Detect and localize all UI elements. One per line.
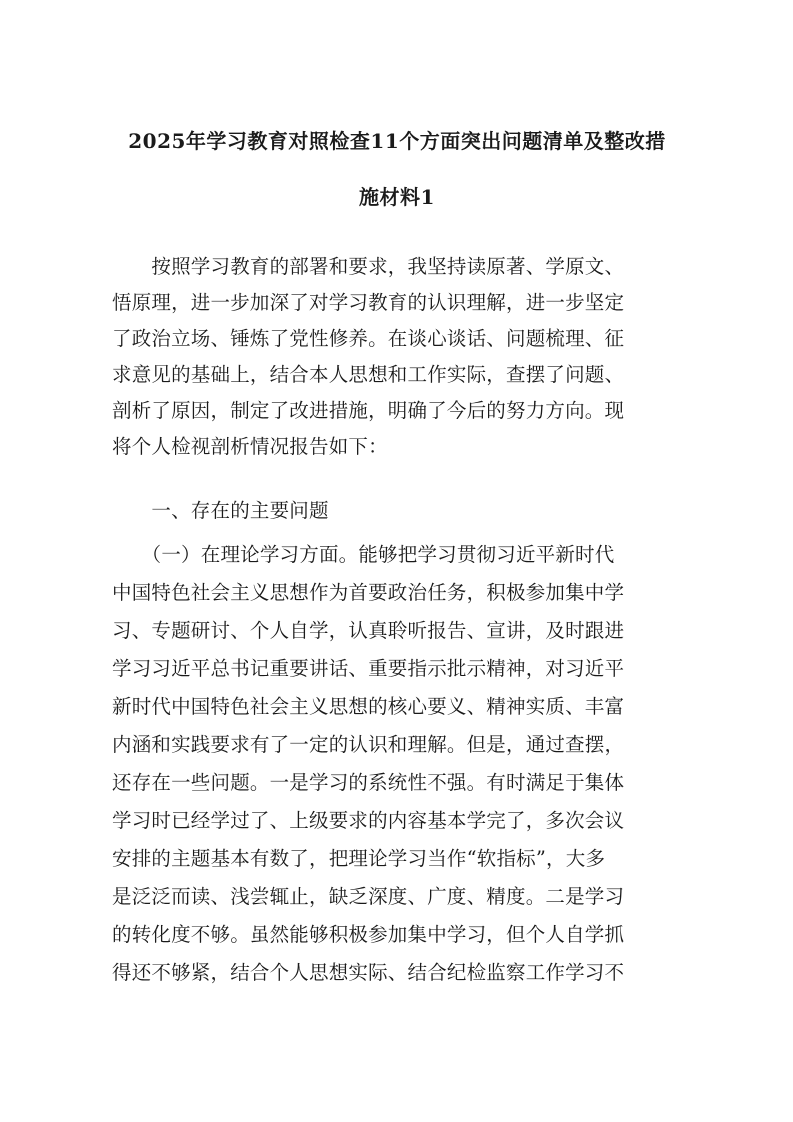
body-line: 了政治立场、锤炼了党性修养。在谈心谈话、问题梳理、征: [112, 327, 625, 350]
body-line: 是泛泛而读、浅尝辄止，缺乏深度、广度、精度。二是学习: [112, 885, 625, 908]
body-line: 剖析了原因，制定了改进措施，明确了今后的努力方向。现: [112, 399, 625, 422]
body-line: 还存在一些问题。一是学习的系统性不强。有时满足于集体: [112, 771, 625, 794]
body-line: 内涵和实践要求有了一定的认识和理解。但是，通过查摆，: [112, 733, 625, 756]
body-line: 新时代中国特色社会主义思想的核心要义、精神实质、丰富: [112, 695, 625, 718]
document-title-line-1: 2025年学习教育对照检查11个方面突出问题清单及整改措: [128, 129, 666, 153]
body-line: 的转化度不够。虽然能够积极参加集中学习，但个人自学抓: [112, 923, 625, 946]
body-line: 学习习近平总书记重要讲话、重要指示批示精神，对习近平: [112, 657, 625, 680]
body-line: 求意见的基础上，结合本人思想和工作实际，查摆了问题、: [112, 363, 625, 386]
body-line: 得还不够紧，结合个人思想实际、结合纪检监察工作学习不: [112, 961, 625, 984]
body-line: 按照学习教育的部署和要求，我坚持读原著、学原文、: [112, 255, 625, 278]
document-title-line-2: 施材料1: [359, 185, 435, 209]
body-line: 习、专题研讨、个人自学，认真聆听报告、宣讲，及时跟进: [112, 619, 625, 642]
body-line: 安排的主题基本有数了，把理论学习当作“软指标”，大多: [112, 847, 606, 870]
body-line: （一）在理论学习方面。能够把学习贯彻习近平新时代: [112, 543, 615, 566]
body-line: 悟原理，进一步加深了对学习教育的认识理解，进一步坚定: [112, 291, 625, 314]
body-line: 中国特色社会主义思想作为首要政治任务，积极参加集中学: [112, 581, 625, 604]
body-line: 学习时已经学过了、上级要求的内容基本学完了，多次会议: [112, 809, 625, 832]
section-heading: 一、存在的主要问题: [112, 499, 329, 522]
body-line: 将个人检视剖析情况报告如下：: [112, 435, 388, 458]
